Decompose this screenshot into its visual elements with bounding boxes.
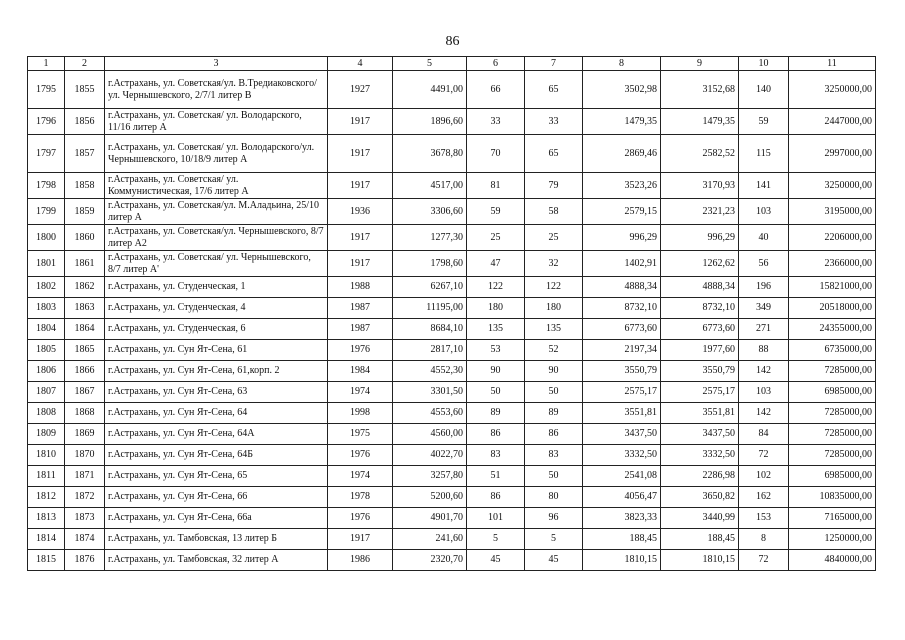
object-id-cell: 1865 xyxy=(65,340,105,361)
row-number-cell: 1809 xyxy=(28,424,65,445)
address-cell: г.Астрахань, ул. Советская/ул. Чернышевского, 8/7 литер А2 xyxy=(105,225,328,251)
address-cell: г.Астрахань, ул. Студенческая, 6 xyxy=(105,319,328,340)
cost-cell: 3250000,00 xyxy=(789,71,876,109)
col7-cell: 65 xyxy=(525,71,583,109)
col9-cell: 2582,52 xyxy=(661,135,739,173)
table-row xyxy=(28,403,876,424)
cost-cell: 7285000,00 xyxy=(789,424,876,445)
year-cell: 1987 xyxy=(328,319,393,340)
object-id-cell: 1864 xyxy=(65,319,105,340)
column-header: 1 xyxy=(28,57,65,71)
table-row xyxy=(28,199,876,225)
cost-cell: 7285000,00 xyxy=(789,361,876,382)
area-cell: 1896,60 xyxy=(393,109,467,135)
object-id-cell: 1876 xyxy=(65,550,105,571)
table-row xyxy=(28,71,876,109)
table-row xyxy=(28,424,876,445)
year-cell: 1976 xyxy=(328,340,393,361)
row-number-cell: 1798 xyxy=(28,173,65,199)
col7-cell: 135 xyxy=(525,319,583,340)
row-number-cell: 1810 xyxy=(28,445,65,466)
col9-cell: 996,29 xyxy=(661,225,739,251)
year-cell: 1974 xyxy=(328,382,393,403)
table-row xyxy=(28,298,876,319)
col8-cell: 2575,17 xyxy=(583,382,661,403)
col7-cell: 5 xyxy=(525,529,583,550)
object-id-cell: 1869 xyxy=(65,424,105,445)
column-header: 2 xyxy=(65,57,105,71)
row-number-cell: 1797 xyxy=(28,135,65,173)
col9-cell: 188,45 xyxy=(661,529,739,550)
col6-cell: 70 xyxy=(467,135,525,173)
area-cell: 4901,70 xyxy=(393,508,467,529)
area-cell: 5200,60 xyxy=(393,487,467,508)
object-id-cell: 1855 xyxy=(65,71,105,109)
object-id-cell: 1867 xyxy=(65,382,105,403)
address-cell: г.Астрахань, ул. Сун Ят-Сена, 64А xyxy=(105,424,328,445)
area-cell: 3678,80 xyxy=(393,135,467,173)
cost-cell: 1250000,00 xyxy=(789,529,876,550)
col8-cell: 3332,50 xyxy=(583,445,661,466)
cost-cell: 6985000,00 xyxy=(789,466,876,487)
col10-cell: 103 xyxy=(739,382,789,403)
col10-cell: 140 xyxy=(739,71,789,109)
column-header: 7 xyxy=(525,57,583,71)
address-cell: г.Астрахань, ул. Студенческая, 1 xyxy=(105,277,328,298)
year-cell: 1975 xyxy=(328,424,393,445)
year-cell: 1974 xyxy=(328,466,393,487)
col9-cell: 3437,50 xyxy=(661,424,739,445)
col10-cell: 72 xyxy=(739,445,789,466)
col8-cell: 3551,81 xyxy=(583,403,661,424)
address-cell: г.Астрахань, ул. Советская/ул. В.Тредиаковского/ ул. Чернышевского, 2/7/1 литер В xyxy=(105,71,328,109)
area-cell: 3306,60 xyxy=(393,199,467,225)
row-number-cell: 1808 xyxy=(28,403,65,424)
year-cell: 1998 xyxy=(328,403,393,424)
object-id-cell: 1868 xyxy=(65,403,105,424)
address-cell: г.Астрахань, ул. Тамбовская, 32 литер А xyxy=(105,550,328,571)
address-cell: г.Астрахань, ул. Сун Ят-Сена, 64Б xyxy=(105,445,328,466)
object-id-cell: 1874 xyxy=(65,529,105,550)
col6-cell: 180 xyxy=(467,298,525,319)
col8-cell: 2197,34 xyxy=(583,340,661,361)
col9-cell: 1977,60 xyxy=(661,340,739,361)
col7-cell: 86 xyxy=(525,424,583,445)
col7-cell: 65 xyxy=(525,135,583,173)
row-number-cell: 1805 xyxy=(28,340,65,361)
col6-cell: 47 xyxy=(467,251,525,277)
col9-cell: 3550,79 xyxy=(661,361,739,382)
object-id-cell: 1863 xyxy=(65,298,105,319)
col8-cell: 2541,08 xyxy=(583,466,661,487)
cost-cell: 6735000,00 xyxy=(789,340,876,361)
col8-cell: 188,45 xyxy=(583,529,661,550)
area-cell: 4560,00 xyxy=(393,424,467,445)
year-cell: 1936 xyxy=(328,199,393,225)
table-row xyxy=(28,550,876,571)
col10-cell: 8 xyxy=(739,529,789,550)
address-cell: г.Астрахань, ул. Сун Ят-Сена, 64 xyxy=(105,403,328,424)
header-row xyxy=(28,57,876,71)
cost-cell: 2447000,00 xyxy=(789,109,876,135)
table-row xyxy=(28,251,876,277)
row-number-cell: 1806 xyxy=(28,361,65,382)
year-cell: 1976 xyxy=(328,508,393,529)
col10-cell: 56 xyxy=(739,251,789,277)
col8-cell: 2869,46 xyxy=(583,135,661,173)
col10-cell: 40 xyxy=(739,225,789,251)
col9-cell: 1479,35 xyxy=(661,109,739,135)
area-cell: 3301,50 xyxy=(393,382,467,403)
col6-cell: 135 xyxy=(467,319,525,340)
address-cell: г.Астрахань, ул. Сун Ят-Сена, 63 xyxy=(105,382,328,403)
area-cell: 2817,10 xyxy=(393,340,467,361)
address-cell: г.Астрахань, ул. Сун Ят-Сена, 61 xyxy=(105,340,328,361)
area-cell: 4022,70 xyxy=(393,445,467,466)
col7-cell: 33 xyxy=(525,109,583,135)
col10-cell: 271 xyxy=(739,319,789,340)
col9-cell: 4888,34 xyxy=(661,277,739,298)
cost-cell: 15821000,00 xyxy=(789,277,876,298)
col10-cell: 115 xyxy=(739,135,789,173)
col9-cell: 1810,15 xyxy=(661,550,739,571)
col10-cell: 162 xyxy=(739,487,789,508)
area-cell: 4517,00 xyxy=(393,173,467,199)
area-cell: 241,60 xyxy=(393,529,467,550)
address-cell: г.Астрахань, ул. Студенческая, 4 xyxy=(105,298,328,319)
area-cell: 11195,00 xyxy=(393,298,467,319)
col8-cell: 3523,26 xyxy=(583,173,661,199)
year-cell: 1917 xyxy=(328,225,393,251)
row-number-cell: 1804 xyxy=(28,319,65,340)
page-number: 86 xyxy=(445,34,460,49)
cost-cell: 7285000,00 xyxy=(789,445,876,466)
col10-cell: 88 xyxy=(739,340,789,361)
object-id-cell: 1872 xyxy=(65,487,105,508)
year-cell: 1984 xyxy=(328,361,393,382)
cost-cell: 2206000,00 xyxy=(789,225,876,251)
year-cell: 1917 xyxy=(328,251,393,277)
table-row xyxy=(28,225,876,251)
year-cell: 1917 xyxy=(328,529,393,550)
col7-cell: 80 xyxy=(525,487,583,508)
col8-cell: 1810,15 xyxy=(583,550,661,571)
table-row xyxy=(28,173,876,199)
row-number-cell: 1801 xyxy=(28,251,65,277)
column-header: 10 xyxy=(739,57,789,71)
housing-registry-table xyxy=(27,56,876,571)
col9-cell: 6773,60 xyxy=(661,319,739,340)
year-cell: 1976 xyxy=(328,445,393,466)
cost-cell: 2366000,00 xyxy=(789,251,876,277)
col6-cell: 101 xyxy=(467,508,525,529)
col7-cell: 90 xyxy=(525,361,583,382)
table-row xyxy=(28,487,876,508)
col6-cell: 89 xyxy=(467,403,525,424)
year-cell: 1927 xyxy=(328,71,393,109)
row-number-cell: 1799 xyxy=(28,199,65,225)
col7-cell: 96 xyxy=(525,508,583,529)
col10-cell: 142 xyxy=(739,361,789,382)
table-row xyxy=(28,340,876,361)
col6-cell: 45 xyxy=(467,550,525,571)
col9-cell: 2575,17 xyxy=(661,382,739,403)
col6-cell: 25 xyxy=(467,225,525,251)
col8-cell: 3437,50 xyxy=(583,424,661,445)
year-cell: 1917 xyxy=(328,135,393,173)
cost-cell: 3195000,00 xyxy=(789,199,876,225)
col7-cell: 58 xyxy=(525,199,583,225)
row-number-cell: 1812 xyxy=(28,487,65,508)
table-row xyxy=(28,529,876,550)
col6-cell: 90 xyxy=(467,361,525,382)
col10-cell: 142 xyxy=(739,403,789,424)
col9-cell: 3152,68 xyxy=(661,71,739,109)
area-cell: 4552,30 xyxy=(393,361,467,382)
year-cell: 1917 xyxy=(328,109,393,135)
col10-cell: 349 xyxy=(739,298,789,319)
col7-cell: 89 xyxy=(525,403,583,424)
col6-cell: 122 xyxy=(467,277,525,298)
cost-cell: 4840000,00 xyxy=(789,550,876,571)
col8-cell: 1402,91 xyxy=(583,251,661,277)
row-number-cell: 1795 xyxy=(28,71,65,109)
object-id-cell: 1862 xyxy=(65,277,105,298)
col9-cell: 3650,82 xyxy=(661,487,739,508)
row-number-cell: 1802 xyxy=(28,277,65,298)
address-cell: г.Астрахань, ул. Советская/ ул. Чернышевского, 8/7 литер А' xyxy=(105,251,328,277)
column-header: 9 xyxy=(661,57,739,71)
area-cell: 2320,70 xyxy=(393,550,467,571)
object-id-cell: 1861 xyxy=(65,251,105,277)
col7-cell: 83 xyxy=(525,445,583,466)
table-row xyxy=(28,382,876,403)
col10-cell: 153 xyxy=(739,508,789,529)
column-header: 5 xyxy=(393,57,467,71)
col6-cell: 5 xyxy=(467,529,525,550)
year-cell: 1978 xyxy=(328,487,393,508)
column-header: 11 xyxy=(789,57,876,71)
address-cell: г.Астрахань, ул. Сун Ят-Сена, 66 xyxy=(105,487,328,508)
cost-cell: 7285000,00 xyxy=(789,403,876,424)
col10-cell: 103 xyxy=(739,199,789,225)
object-id-cell: 1866 xyxy=(65,361,105,382)
row-number-cell: 1807 xyxy=(28,382,65,403)
col9-cell: 3551,81 xyxy=(661,403,739,424)
row-number-cell: 1811 xyxy=(28,466,65,487)
col9-cell: 1262,62 xyxy=(661,251,739,277)
table-row xyxy=(28,445,876,466)
col7-cell: 32 xyxy=(525,251,583,277)
column-header: 3 xyxy=(105,57,328,71)
col10-cell: 102 xyxy=(739,466,789,487)
area-cell: 6267,10 xyxy=(393,277,467,298)
col6-cell: 50 xyxy=(467,382,525,403)
col10-cell: 141 xyxy=(739,173,789,199)
address-cell: г.Астрахань, ул. Тамбовская, 13 литер Б xyxy=(105,529,328,550)
col10-cell: 84 xyxy=(739,424,789,445)
col7-cell: 50 xyxy=(525,382,583,403)
col7-cell: 52 xyxy=(525,340,583,361)
col6-cell: 33 xyxy=(467,109,525,135)
object-id-cell: 1858 xyxy=(65,173,105,199)
column-header: 8 xyxy=(583,57,661,71)
col6-cell: 83 xyxy=(467,445,525,466)
table-row xyxy=(28,109,876,135)
cost-cell: 6985000,00 xyxy=(789,382,876,403)
col6-cell: 86 xyxy=(467,487,525,508)
row-number-cell: 1815 xyxy=(28,550,65,571)
area-cell: 3257,80 xyxy=(393,466,467,487)
col7-cell: 122 xyxy=(525,277,583,298)
col6-cell: 53 xyxy=(467,340,525,361)
col7-cell: 50 xyxy=(525,466,583,487)
area-cell: 8684,10 xyxy=(393,319,467,340)
object-id-cell: 1870 xyxy=(65,445,105,466)
object-id-cell: 1857 xyxy=(65,135,105,173)
address-cell: г.Астрахань, ул. Советская/ ул. Володарского, 11/16 литер А xyxy=(105,109,328,135)
year-cell: 1917 xyxy=(328,173,393,199)
object-id-cell: 1860 xyxy=(65,225,105,251)
address-cell: г.Астрахань, ул. Сун Ят-Сена, 66а xyxy=(105,508,328,529)
row-number-cell: 1803 xyxy=(28,298,65,319)
col9-cell: 3170,93 xyxy=(661,173,739,199)
col9-cell: 3440,99 xyxy=(661,508,739,529)
col10-cell: 196 xyxy=(739,277,789,298)
address-cell: г.Астрахань, ул. Сун Ят-Сена, 61,корп. 2 xyxy=(105,361,328,382)
table-row xyxy=(28,361,876,382)
column-header: 6 xyxy=(467,57,525,71)
table-row xyxy=(28,508,876,529)
col9-cell: 2286,98 xyxy=(661,466,739,487)
col8-cell: 996,29 xyxy=(583,225,661,251)
area-cell: 4491,00 xyxy=(393,71,467,109)
area-cell: 4553,60 xyxy=(393,403,467,424)
col9-cell: 8732,10 xyxy=(661,298,739,319)
col7-cell: 25 xyxy=(525,225,583,251)
object-id-cell: 1873 xyxy=(65,508,105,529)
table-row xyxy=(28,466,876,487)
area-cell: 1798,60 xyxy=(393,251,467,277)
year-cell: 1988 xyxy=(328,277,393,298)
col8-cell: 6773,60 xyxy=(583,319,661,340)
col10-cell: 72 xyxy=(739,550,789,571)
row-number-cell: 1800 xyxy=(28,225,65,251)
col6-cell: 59 xyxy=(467,199,525,225)
col6-cell: 51 xyxy=(467,466,525,487)
col6-cell: 86 xyxy=(467,424,525,445)
address-cell: г.Астрахань, ул. Советская/ ул. Володарского/ул. Чернышевского, 10/18/9 литер А xyxy=(105,135,328,173)
col7-cell: 45 xyxy=(525,550,583,571)
cost-cell: 7165000,00 xyxy=(789,508,876,529)
address-cell: г.Астрахань, ул. Сун Ят-Сена, 65 xyxy=(105,466,328,487)
cost-cell: 2997000,00 xyxy=(789,135,876,173)
col9-cell: 2321,23 xyxy=(661,199,739,225)
column-header: 4 xyxy=(328,57,393,71)
row-number-cell: 1796 xyxy=(28,109,65,135)
object-id-cell: 1871 xyxy=(65,466,105,487)
col8-cell: 3502,98 xyxy=(583,71,661,109)
row-number-cell: 1814 xyxy=(28,529,65,550)
year-cell: 1986 xyxy=(328,550,393,571)
col9-cell: 3332,50 xyxy=(661,445,739,466)
col8-cell: 3823,33 xyxy=(583,508,661,529)
col6-cell: 66 xyxy=(467,71,525,109)
address-cell: г.Астрахань, ул. Советская/ ул. Коммунистическая, 17/6 литер А xyxy=(105,173,328,199)
table-row xyxy=(28,319,876,340)
col7-cell: 180 xyxy=(525,298,583,319)
col8-cell: 3550,79 xyxy=(583,361,661,382)
object-id-cell: 1856 xyxy=(65,109,105,135)
year-cell: 1987 xyxy=(328,298,393,319)
cost-cell: 24355000,00 xyxy=(789,319,876,340)
cost-cell: 10835000,00 xyxy=(789,487,876,508)
cost-cell: 20518000,00 xyxy=(789,298,876,319)
cost-cell: 3250000,00 xyxy=(789,173,876,199)
table-row xyxy=(28,135,876,173)
area-cell: 1277,30 xyxy=(393,225,467,251)
col8-cell: 2579,15 xyxy=(583,199,661,225)
col8-cell: 4056,47 xyxy=(583,487,661,508)
object-id-cell: 1859 xyxy=(65,199,105,225)
col6-cell: 81 xyxy=(467,173,525,199)
row-number-cell: 1813 xyxy=(28,508,65,529)
table-row xyxy=(28,277,876,298)
col10-cell: 59 xyxy=(739,109,789,135)
col8-cell: 1479,35 xyxy=(583,109,661,135)
col8-cell: 8732,10 xyxy=(583,298,661,319)
col7-cell: 79 xyxy=(525,173,583,199)
col8-cell: 4888,34 xyxy=(583,277,661,298)
address-cell: г.Астрахань, ул. Советская/ул. М.Аладьина, 25/10 литер А xyxy=(105,199,328,225)
